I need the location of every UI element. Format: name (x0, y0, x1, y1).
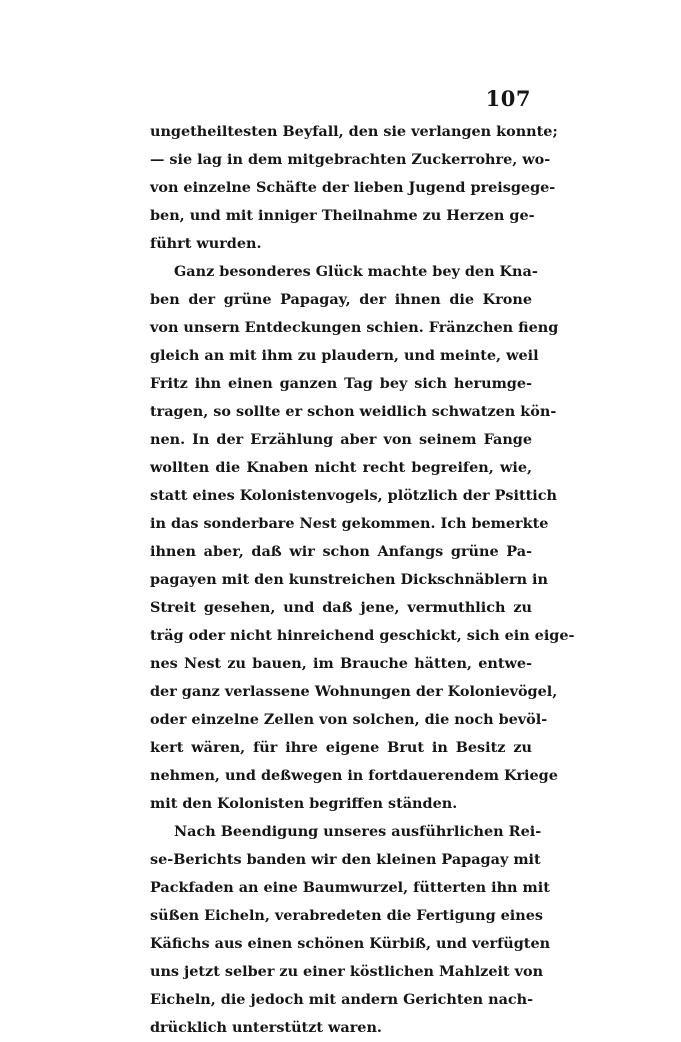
text-line: in das sonderbare Nest gekommen. Ich bemerkte (150, 515, 549, 532)
text-line: von unsern Entdeckungen schien. Fränzchen fieng (150, 319, 559, 336)
text-line: se-Berichts banden wir den kleinen Papagay mit (150, 851, 541, 868)
text-line: nen. In der Erzählung aber von seinem Fange (150, 431, 532, 448)
text-line: wollten die Knaben nicht recht begreifen, wie, (150, 459, 532, 476)
paragraph (150, 818, 551, 1042)
text-line: Streit gesehen, und daß jene, vermuthlich zu (150, 599, 532, 616)
text-line: ben, und mit inniger Theilnahme zu Herzen ge- (150, 207, 535, 224)
text-line: Fritz ihn einen ganzen Tag bey sich herumge- (150, 375, 532, 392)
text-line: Eicheln, die jedoch mit andern Gerichten nach- (150, 991, 534, 1008)
text-line: pagayen mit den kunstreichen Dickschnäblern in (150, 571, 548, 588)
page-number: 107 (485, 86, 531, 111)
text-line: träg oder nicht hinreichend geschickt, sich ein eige- (150, 627, 575, 644)
text-line: Packfaden an eine Baumwurzel, fütterten ihn mit (150, 879, 550, 896)
text-line: nehmen, und deßwegen in fortdauerendem Kriege (150, 767, 558, 784)
text-line: mit den Kolonisten begriffen ständen. (150, 795, 458, 812)
text-line: kert wären, für ihre eigene Brut in Besitz zu (150, 739, 532, 756)
text-line: von einzelne Schäfte der lieben Jugend preisgege- (150, 179, 556, 196)
text-line: ihnen aber, daß wir schon Anfangs grüne Pa- (150, 543, 532, 560)
text-line: oder einzelne Zellen von solchen, die noch bevöl- (150, 711, 548, 728)
text-line: süßen Eicheln, verabredeten die Fertigung eines (150, 907, 543, 924)
paragraph (150, 258, 575, 818)
text-line: führt wurden. (150, 235, 262, 252)
text-line: nes Nest zu bauen, im Brauche hätten, entwe- (150, 655, 532, 672)
text-line: drücklich unterstützt waren. (150, 1019, 382, 1036)
text-line: der ganz verlassene Wohnungen der Kolonievögel, (150, 683, 558, 700)
text-line: ungetheiltesten Beyfall, den sie verlangen konnte; (150, 123, 558, 140)
body-text (150, 118, 575, 1042)
text-line: statt eines Kolonistenvogels, plötzlich der Psittich (150, 487, 557, 504)
text-line: tragen, so sollte er schon weidlich schwatzen kön- (150, 403, 557, 420)
text-line: gleich an mit ihm zu plaudern, und meinte, weil (150, 347, 539, 364)
text-line: ben der grüne Papagay, der ihnen die Krone (150, 291, 532, 308)
text-line: Ganz besonderes Glück machte bey den Kna- (174, 263, 538, 280)
text-line: — sie lag in dem mitgebrachten Zuckerrohre, wo- (150, 151, 551, 168)
paragraph (150, 118, 558, 258)
text-line: Nach Beendigung unseres ausführlichen Rei- (174, 823, 542, 840)
text-line: uns jetzt selber zu einer köstlichen Mahlzeit von (150, 963, 544, 980)
text-line: Käfichs aus einen schönen Kürbiß, und verfügten (150, 935, 551, 952)
